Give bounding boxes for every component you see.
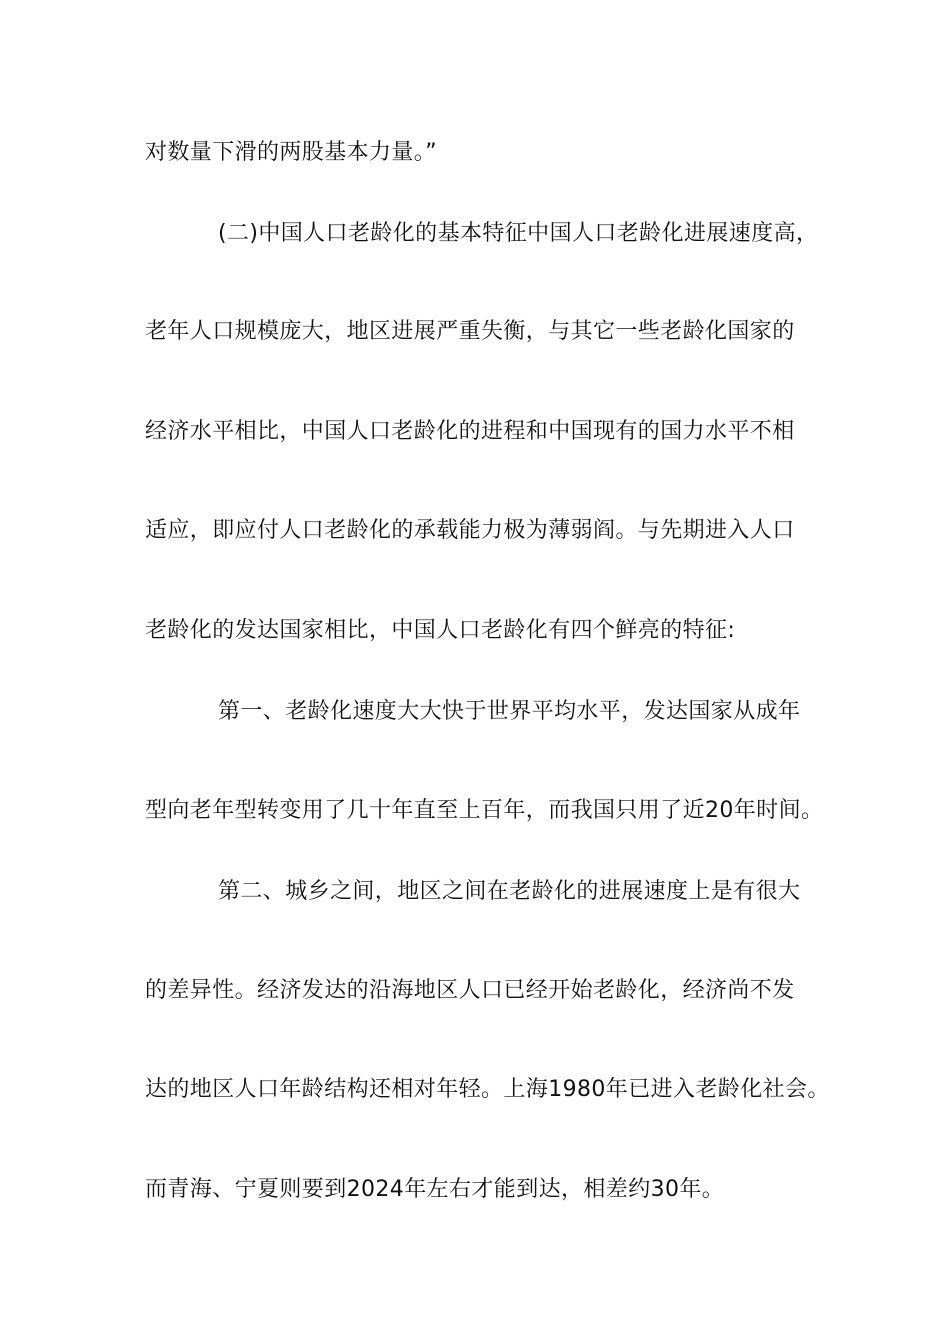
paragraph-line: 老年人口规模庞大，地区进展严重失衡，与其它一些老龄化国家的 <box>145 319 795 344</box>
paragraph-line: 第二、城乡之间，地区之间在老龄化的进展速度上是有很大 <box>218 879 801 904</box>
paragraph-line: 适应，即应付人口老龄化的承载能力极为薄弱阎。与先期进入人口 <box>145 518 795 543</box>
paragraph-line: 对数量下滑的两股基本力量。” <box>145 140 437 165</box>
paragraph-line: 的差异性。经济发达的沿海地区人口已经开始老龄化，经济尚不发 <box>145 978 795 1003</box>
section-heading-line: (二)中国人口老龄化的基本特征中国人口老龄化进展速度高， <box>218 221 819 246</box>
paragraph-line: 而青海、宁夏则要到2024年左右才能到达，相差约30年。 <box>145 1177 725 1202</box>
paragraph-line: 经济水平相比，中国人口老龄化的进程和中国现有的国力水平不相 <box>145 419 795 444</box>
paragraph-line: 达的地区人口年龄结构还相对年轻。上海1980年已进入老龄化社会。 <box>145 1077 830 1102</box>
paragraph-line: 老龄化的发达国家相比，中国人口老龄化有四个鲜亮的特征: <box>145 618 736 643</box>
paragraph-line: 型向老年型转变用了几十年直至上百年，而我国只用了近20年时间。 <box>145 798 824 823</box>
paragraph-line: 第一、老龄化速度大大快于世界平均水平，发达国家从成年 <box>218 699 801 724</box>
